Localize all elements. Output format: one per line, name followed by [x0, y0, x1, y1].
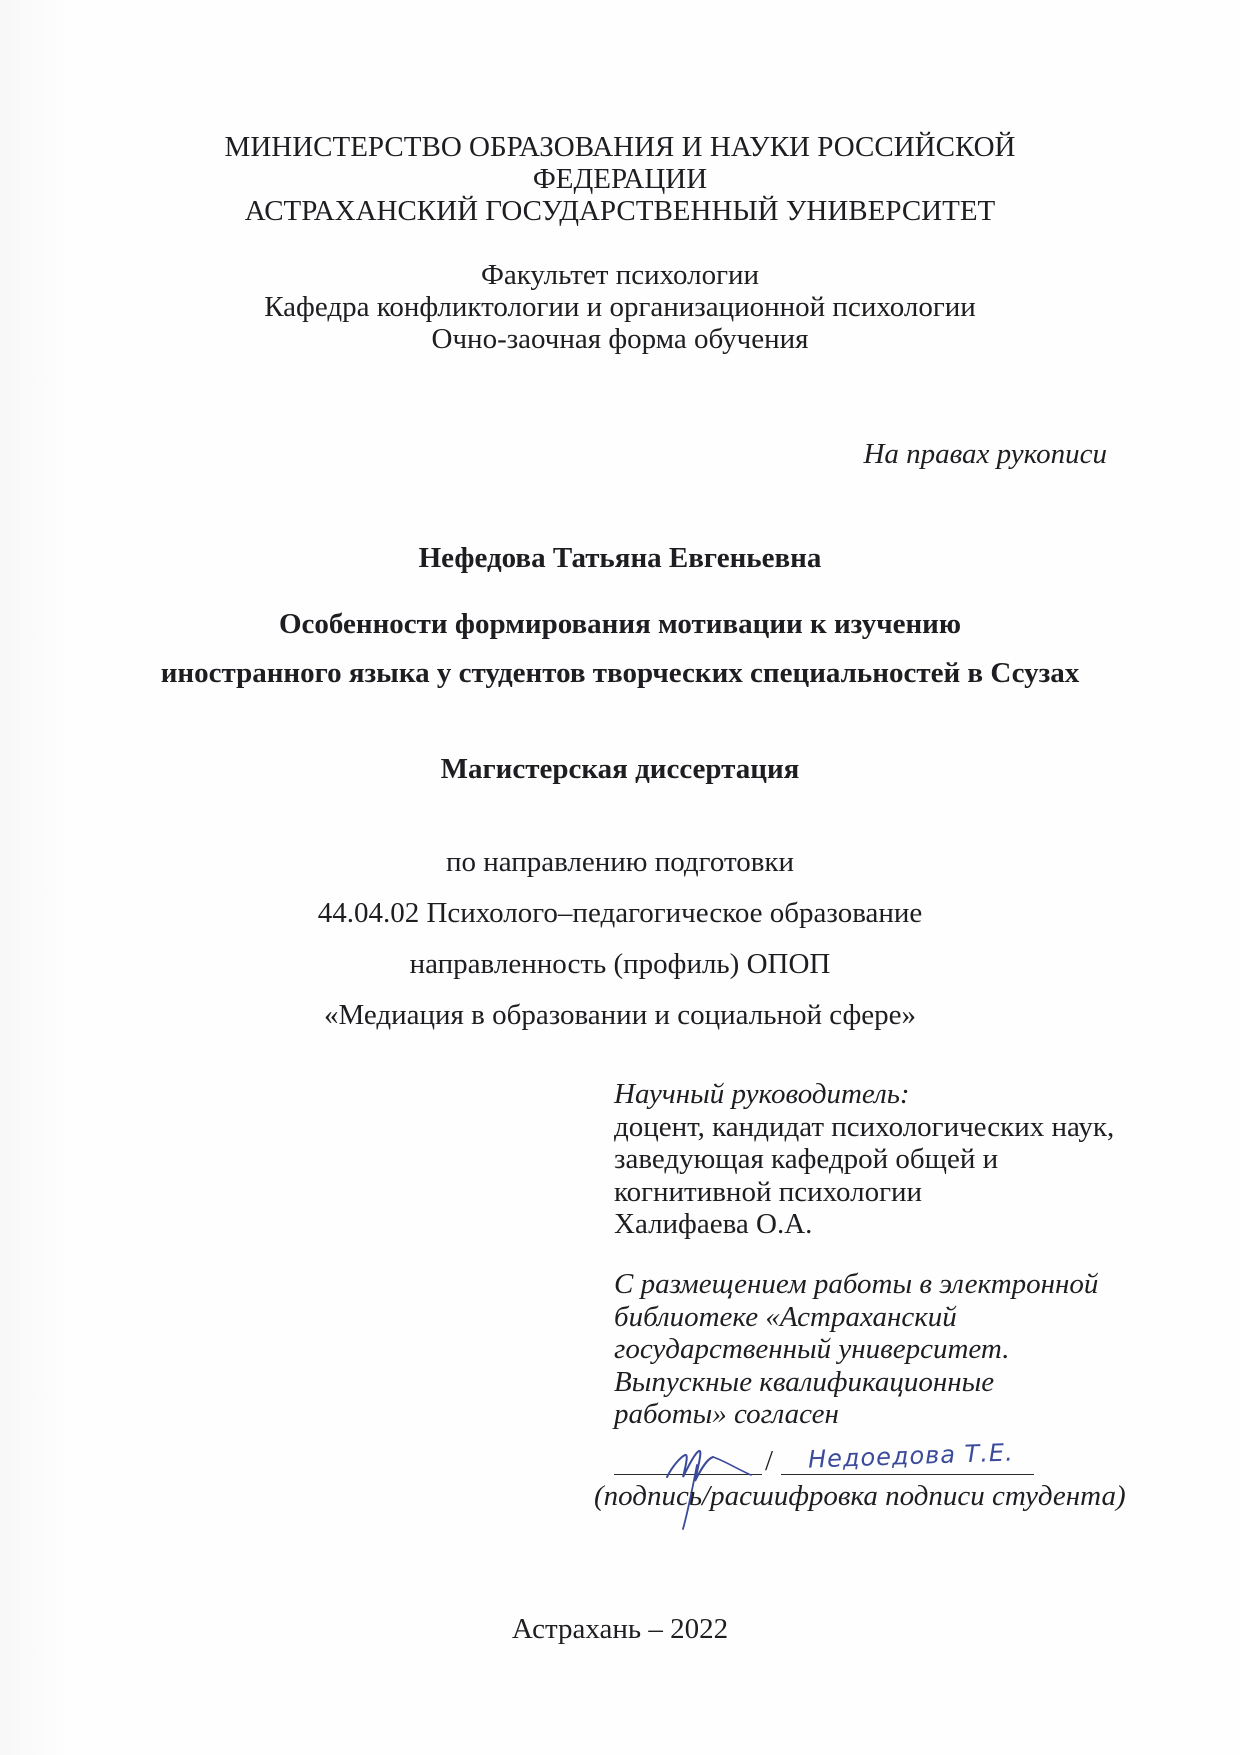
- supervisor-line-1: доцент, кандидат психологических наук,: [614, 1110, 1115, 1143]
- handwritten-name-transcript: Недоедова Т.Е.: [807, 1438, 1015, 1474]
- program-line-3: направленность (профиль) ОПОП: [409, 948, 831, 980]
- supervisor-name: Халифаева О.А.: [614, 1208, 813, 1240]
- consent-line-2: библиотеке «Астраханский: [614, 1300, 957, 1333]
- thesis-type: Магистерская диссертация: [440, 753, 800, 785]
- study-form: Очно-заочная форма обучения: [431, 323, 809, 355]
- consent-line-3: государственный университет.: [614, 1333, 1010, 1365]
- consent-line-5: работы» согласен: [614, 1398, 839, 1430]
- consent-line-1: С размещением работы в электронной: [614, 1268, 1099, 1300]
- supervisor-line-2: заведующая кафедрой общей и: [614, 1143, 999, 1175]
- signature-caption: (подпись/расшифровка подписи студента): [594, 1480, 1126, 1512]
- author-name: Нефедова Татьяна Евгеньевна: [418, 542, 822, 574]
- university-name: АСТРАХАНСКИЙ ГОСУДАРСТВЕННЫЙ УНИВЕРСИТЕТ: [244, 195, 996, 227]
- signature-transcript-blank: [781, 1474, 1034, 1475]
- program-line-2: 44.04.02 Психолого–педагогическое образование: [317, 897, 923, 929]
- faculty-name: Факультет психологии: [480, 259, 760, 291]
- city-year: Астрахань – 2022: [511, 1613, 729, 1645]
- manuscript-note: На правах рукописи: [863, 438, 1107, 470]
- consent-block: [614, 1268, 1134, 1431]
- ministry-line-2: ФЕДЕРАЦИИ: [532, 163, 708, 195]
- consent-line-4: Выпускные квалификационные: [614, 1365, 995, 1398]
- thesis-title-line-2: иностранного языка у студентов творческих специальностей в Ссузах: [160, 657, 1080, 689]
- program-line-4: «Медиация в образовании и социальной сфере»: [323, 999, 917, 1031]
- supervisor-block: [614, 1078, 1134, 1241]
- department-name: Кафедра конфликтологии и организационной психологии: [264, 291, 976, 323]
- supervisor-label: Научный руководитель:: [614, 1078, 910, 1110]
- signature-slash: /: [765, 1445, 774, 1477]
- ministry-line-1: МИНИСТЕРСТВО ОБРАЗОВАНИЯ И НАУКИ РОССИЙСКОЙ: [224, 131, 1016, 163]
- program-line-1: по направлению подготовки: [445, 846, 795, 878]
- thesis-title-line-1: Особенности формирования мотивации к изучению: [278, 608, 962, 640]
- supervisor-line-3: когнитивной психологии: [614, 1175, 923, 1208]
